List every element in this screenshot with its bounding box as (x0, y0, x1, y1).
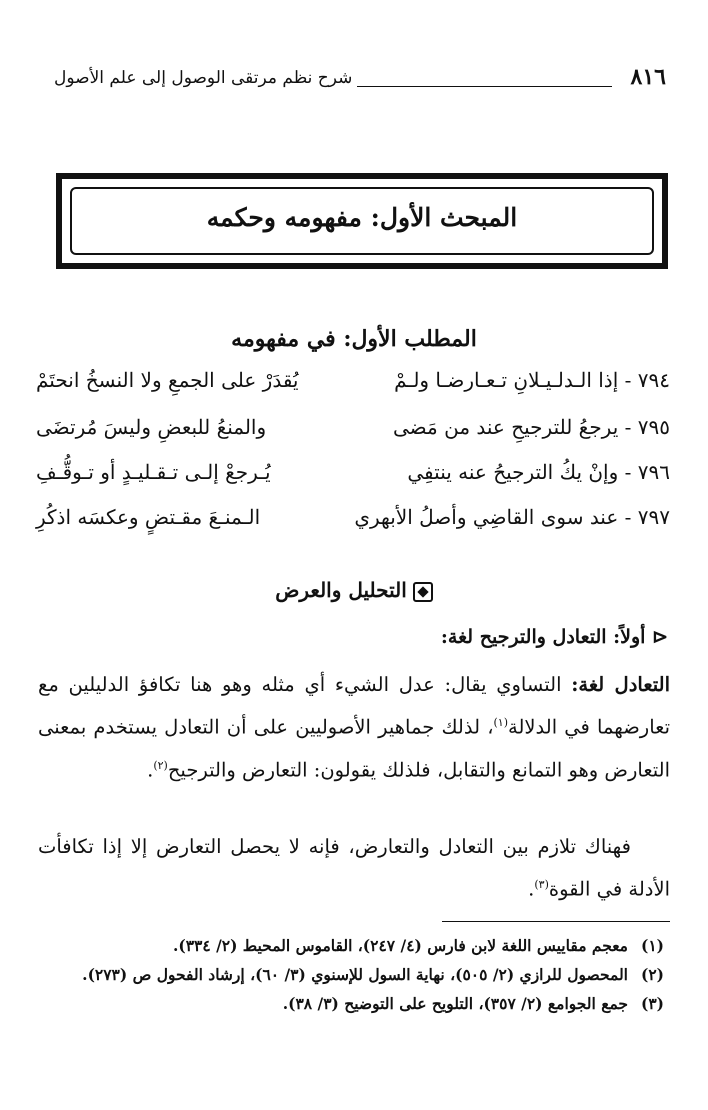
footnote-ref-2[interactable]: (٢) (153, 758, 168, 772)
verse-first-text: عند سوى القاضِي وأصلُ الأبهري (354, 505, 619, 529)
verse-first-text: وإنْ يكُ الترجيحُ عنه ينتفِي (407, 460, 619, 484)
verse-number: ٧٩٧ (637, 505, 670, 529)
running-header (54, 64, 666, 94)
term-lead: التعادل لغة: (571, 673, 670, 696)
verse-line (36, 505, 670, 545)
verse-second-hemistich: الـمنـعَ مقـتضٍ وعكسَه اذكُرِ (36, 505, 261, 529)
section-title: المطلب الأول: في مفهومه (231, 326, 477, 352)
footnote-1 (40, 936, 664, 955)
verse-first-text: إذا الـدلـيـلانِ تـعـارضـا ولـمْ (394, 368, 619, 392)
verse-first-hemistich: ٧٩٥ - يرجعُ للترجيحِ عند من مَضى (393, 415, 670, 439)
verse-number: ٧٩٥ (637, 415, 670, 439)
verse-number: ٧٩٦ (637, 460, 670, 484)
footnote-number: (١) (640, 936, 664, 955)
footnote-ref-3[interactable]: (٣) (534, 878, 549, 891)
paragraph-text: التساوي يقال: عدل الشيء أي مثله وهو هنا تكافؤ الدليلين مع تعارضهما في الدلالة (38, 673, 670, 739)
page-number: ٨١٦ (630, 64, 666, 90)
header-rule (357, 86, 612, 87)
footnote-text: معجم مقاييس اللغة لابن فارس (٤/ ٢٤٧)، القاموس المحيط (٢/ ٣٣٤). (172, 936, 628, 955)
running-title: شرح نظم مرتقى الوصول إلى علم الأصول (54, 68, 353, 88)
verse-number: ٧٩٤ (637, 368, 670, 392)
footnote-3 (40, 994, 664, 1013)
footnote-text: جمع الجوامع (٢/ ٣٥٧)، التلويح على التوضيح (٣/ ٣٨). (282, 994, 628, 1013)
footnote-ref-1[interactable]: (١) (493, 716, 509, 729)
verse-second-hemistich: يُـرجعْ إلـى تـقـليـدٍ أو تـوقُّـفِ (36, 460, 271, 484)
footnote-number: (٢) (640, 965, 664, 984)
footnote-separator (442, 921, 670, 922)
verse-first-hemistich: ٧٩٧ - عند سوى القاضِي وأصلُ الأبهري (354, 505, 670, 529)
paragraph-definition (38, 666, 670, 789)
verse-line (36, 368, 670, 408)
verse-first-hemistich: ٧٩٤ - إذا الـدلـيـلانِ تـعـارضـا ولـمْ (394, 368, 670, 392)
verse-first-text: يرجعُ للترجيحِ عند من مَضى (393, 415, 619, 439)
analysis-title-text: التحليل والعرض (275, 578, 407, 602)
verse-second-hemistich: والمنعُ للبعضِ وليسَ مُرتضَى (36, 415, 267, 439)
verse-line (36, 415, 670, 455)
verse-second-hemistich: يُقدَرْ على الجمعِ ولا النسخُ انحتَمْ (36, 368, 299, 392)
chapter-box (56, 173, 668, 269)
paragraph-text: ، لذلك جماهير الأصوليين على أن التعادل يستخدم بمعنى التعارض وهو التمانع والتقابل، فلذلك يقولون: التعارض والترجيح (38, 715, 670, 781)
subheading-linguistic: ⊲ أولاً: التعادل والترجيح لغة: (440, 626, 668, 648)
paragraph-text: . (528, 877, 535, 901)
footnote-text: المحصول للرازي (٢/ ٥٠٥)، نهاية السول للإسنوي (٣/ ٦٠)، إرشاد الفحول ص (٢٧٣). (82, 965, 628, 984)
footnote-2 (40, 965, 664, 984)
paragraph-text: . (147, 758, 154, 781)
ornament-icon (413, 582, 433, 602)
footnote-number: (٣) (640, 994, 664, 1013)
verse-first-hemistich: ٧٩٦ - وإنْ يكُ الترجيحُ عنه ينتفِي (407, 460, 670, 484)
analysis-heading (0, 578, 708, 602)
verse-line (36, 460, 670, 500)
paragraph-text: فهناك تلازم بين التعادل والتعارض، فإنه لا يحصل التعارض إلا إذا تكافأت الأدلة في القوة (38, 835, 670, 901)
paragraph-correlation (38, 828, 670, 909)
chapter-title: المبحث الأول: مفهومه وحكمه (206, 203, 518, 232)
